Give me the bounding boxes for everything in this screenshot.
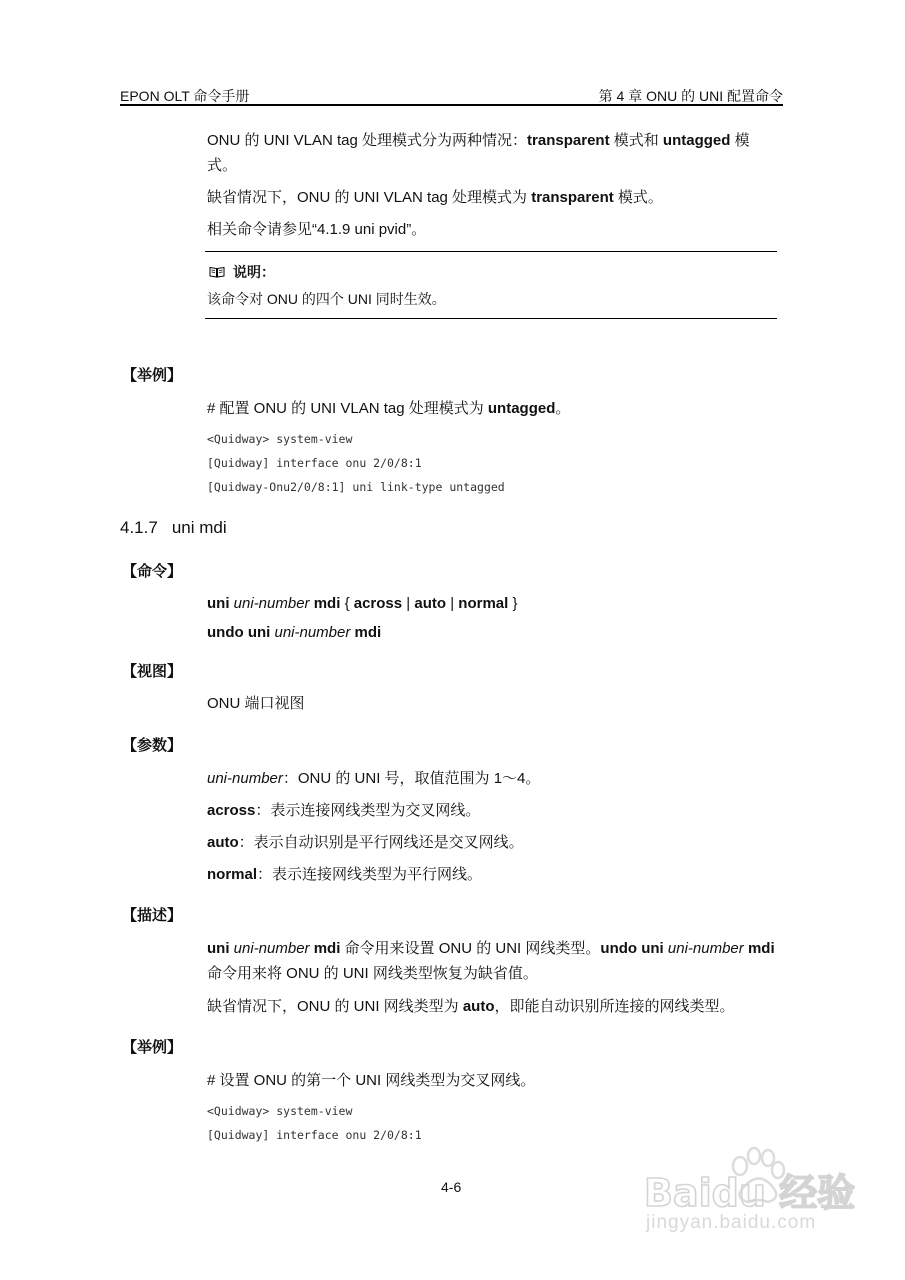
- cmd-argument: uni-number: [233, 940, 310, 957]
- keyword-transparent: transparent: [527, 132, 610, 149]
- example-description: # 设置 ONU 的第一个 UNI 网线类型为交叉网线。: [207, 1072, 536, 1089]
- param-name: normal: [207, 866, 258, 883]
- code-line: <Quidway> system-view: [207, 1104, 353, 1118]
- cmd-keyword: mdi: [313, 595, 341, 612]
- param-name: across: [207, 802, 256, 819]
- param-text: ：ONU 的 UNI 号，取值范围为 1～4。: [282, 770, 541, 787]
- description-paragraph-1: [207, 936, 777, 986]
- command-syntax-2: [207, 620, 777, 645]
- cmd-argument: uni-number: [233, 595, 310, 612]
- description-paragraph-2: [207, 994, 777, 1019]
- header-doc-title: EPON OLT 命令手册: [120, 88, 250, 104]
- cmd-keyword: uni: [207, 595, 230, 612]
- label-example: 【举例】: [122, 1039, 183, 1056]
- text: 命令用来设置 ONU 的 UNI 网线类型。: [340, 940, 601, 957]
- label-view: 【视图】: [122, 663, 183, 680]
- book-icon: [209, 266, 225, 278]
- page-number: 4-6: [441, 1179, 462, 1195]
- text: 命令用来将 ONU 的 UNI 网线类型恢复为缺省值。: [207, 965, 538, 982]
- param-name: auto: [207, 834, 239, 851]
- param-name: uni-number: [207, 770, 283, 787]
- text: 。: [555, 400, 571, 417]
- note-box: [205, 251, 777, 319]
- text: # 配置 ONU 的 UNI VLAN tag 处理模式为: [207, 400, 488, 417]
- label-command: 【命令】: [122, 563, 183, 580]
- cmd-keyword: undo uni: [207, 624, 271, 641]
- cmd-brace: }: [512, 595, 518, 612]
- label-example: 【举例】: [122, 367, 183, 384]
- section-heading: [120, 518, 227, 538]
- cmd-argument: uni-number: [667, 940, 744, 957]
- header-divider: [120, 104, 783, 106]
- text: 缺省情况下，ONU 的 UNI VLAN tag 处理模式为: [207, 189, 532, 206]
- text: 模式。: [207, 132, 750, 174]
- cmd-separator: |: [406, 595, 411, 612]
- code-line: [Quidway-Onu2/0/8:1] uni link-type untagged: [207, 480, 505, 494]
- keyword-untagged: untagged: [487, 400, 556, 417]
- keyword-untagged: untagged: [662, 132, 731, 149]
- keyword-transparent: transparent: [531, 189, 614, 206]
- cmd-keyword: auto: [414, 595, 447, 612]
- cmd-brace: {: [344, 595, 350, 612]
- watermark-logo-text: Baidu 经验: [644, 1171, 856, 1215]
- note-text: 该命令对 ONU 的四个 UNI 同时生效。: [207, 291, 446, 307]
- cmd-separator: |: [450, 595, 455, 612]
- cmd-keyword: mdi: [747, 940, 775, 957]
- code-line: <Quidway> system-view: [207, 432, 353, 446]
- param-across: [207, 798, 777, 823]
- section-title: uni mdi: [171, 518, 227, 537]
- param-text: ：表示自动识别是平行网线还是交叉网线。: [238, 834, 524, 851]
- view-text: ONU 端口视图: [207, 695, 305, 712]
- note-title-text: 说明：: [233, 264, 275, 280]
- cmd-argument: uni-number: [274, 624, 351, 641]
- intro-paragraph-2: [207, 185, 777, 210]
- cmd-keyword: mdi: [313, 940, 341, 957]
- intro-paragraph-1: [207, 128, 777, 178]
- example-description: [207, 396, 777, 421]
- intro-paragraph-3: 相关命令请参见“4.1.9 uni pvid”。: [207, 221, 427, 238]
- text: 模式。: [613, 189, 663, 206]
- code-line: [Quidway] interface onu 2/0/8:1: [207, 456, 422, 470]
- cmd-keyword: mdi: [354, 624, 382, 641]
- param-text: ：表示连接网线类型为交叉网线。: [255, 802, 481, 819]
- text: ONU 的 UNI VLAN tag 处理模式分为两种情况：: [207, 132, 528, 149]
- header-chapter-title: 第 4 章 ONU 的 UNI 配置命令: [598, 88, 783, 104]
- param-auto: [207, 830, 777, 855]
- label-parameters: 【参数】: [122, 737, 183, 754]
- text: 模式和: [609, 132, 663, 149]
- param-uni-number: [207, 766, 777, 791]
- text: ，即能自动识别所连接的网线类型。: [494, 998, 735, 1015]
- note-title: [209, 262, 275, 282]
- param-normal: [207, 862, 777, 887]
- keyword-auto: auto: [462, 998, 495, 1015]
- cmd-keyword: across: [353, 595, 403, 612]
- cmd-keyword: uni: [207, 940, 230, 957]
- text: 缺省情况下，ONU 的 UNI 网线类型为: [207, 998, 463, 1015]
- section-number: 4.1.7: [120, 518, 158, 537]
- cmd-keyword: normal: [458, 595, 509, 612]
- code-line: [Quidway] interface onu 2/0/8:1: [207, 1128, 422, 1142]
- param-text: ：表示连接网线类型为平行网线。: [257, 866, 483, 883]
- cmd-keyword: undo uni: [600, 940, 664, 957]
- label-description: 【描述】: [122, 907, 183, 924]
- watermark-url: jingyan.baidu.com: [646, 1212, 817, 1233]
- command-syntax-1: [207, 591, 777, 616]
